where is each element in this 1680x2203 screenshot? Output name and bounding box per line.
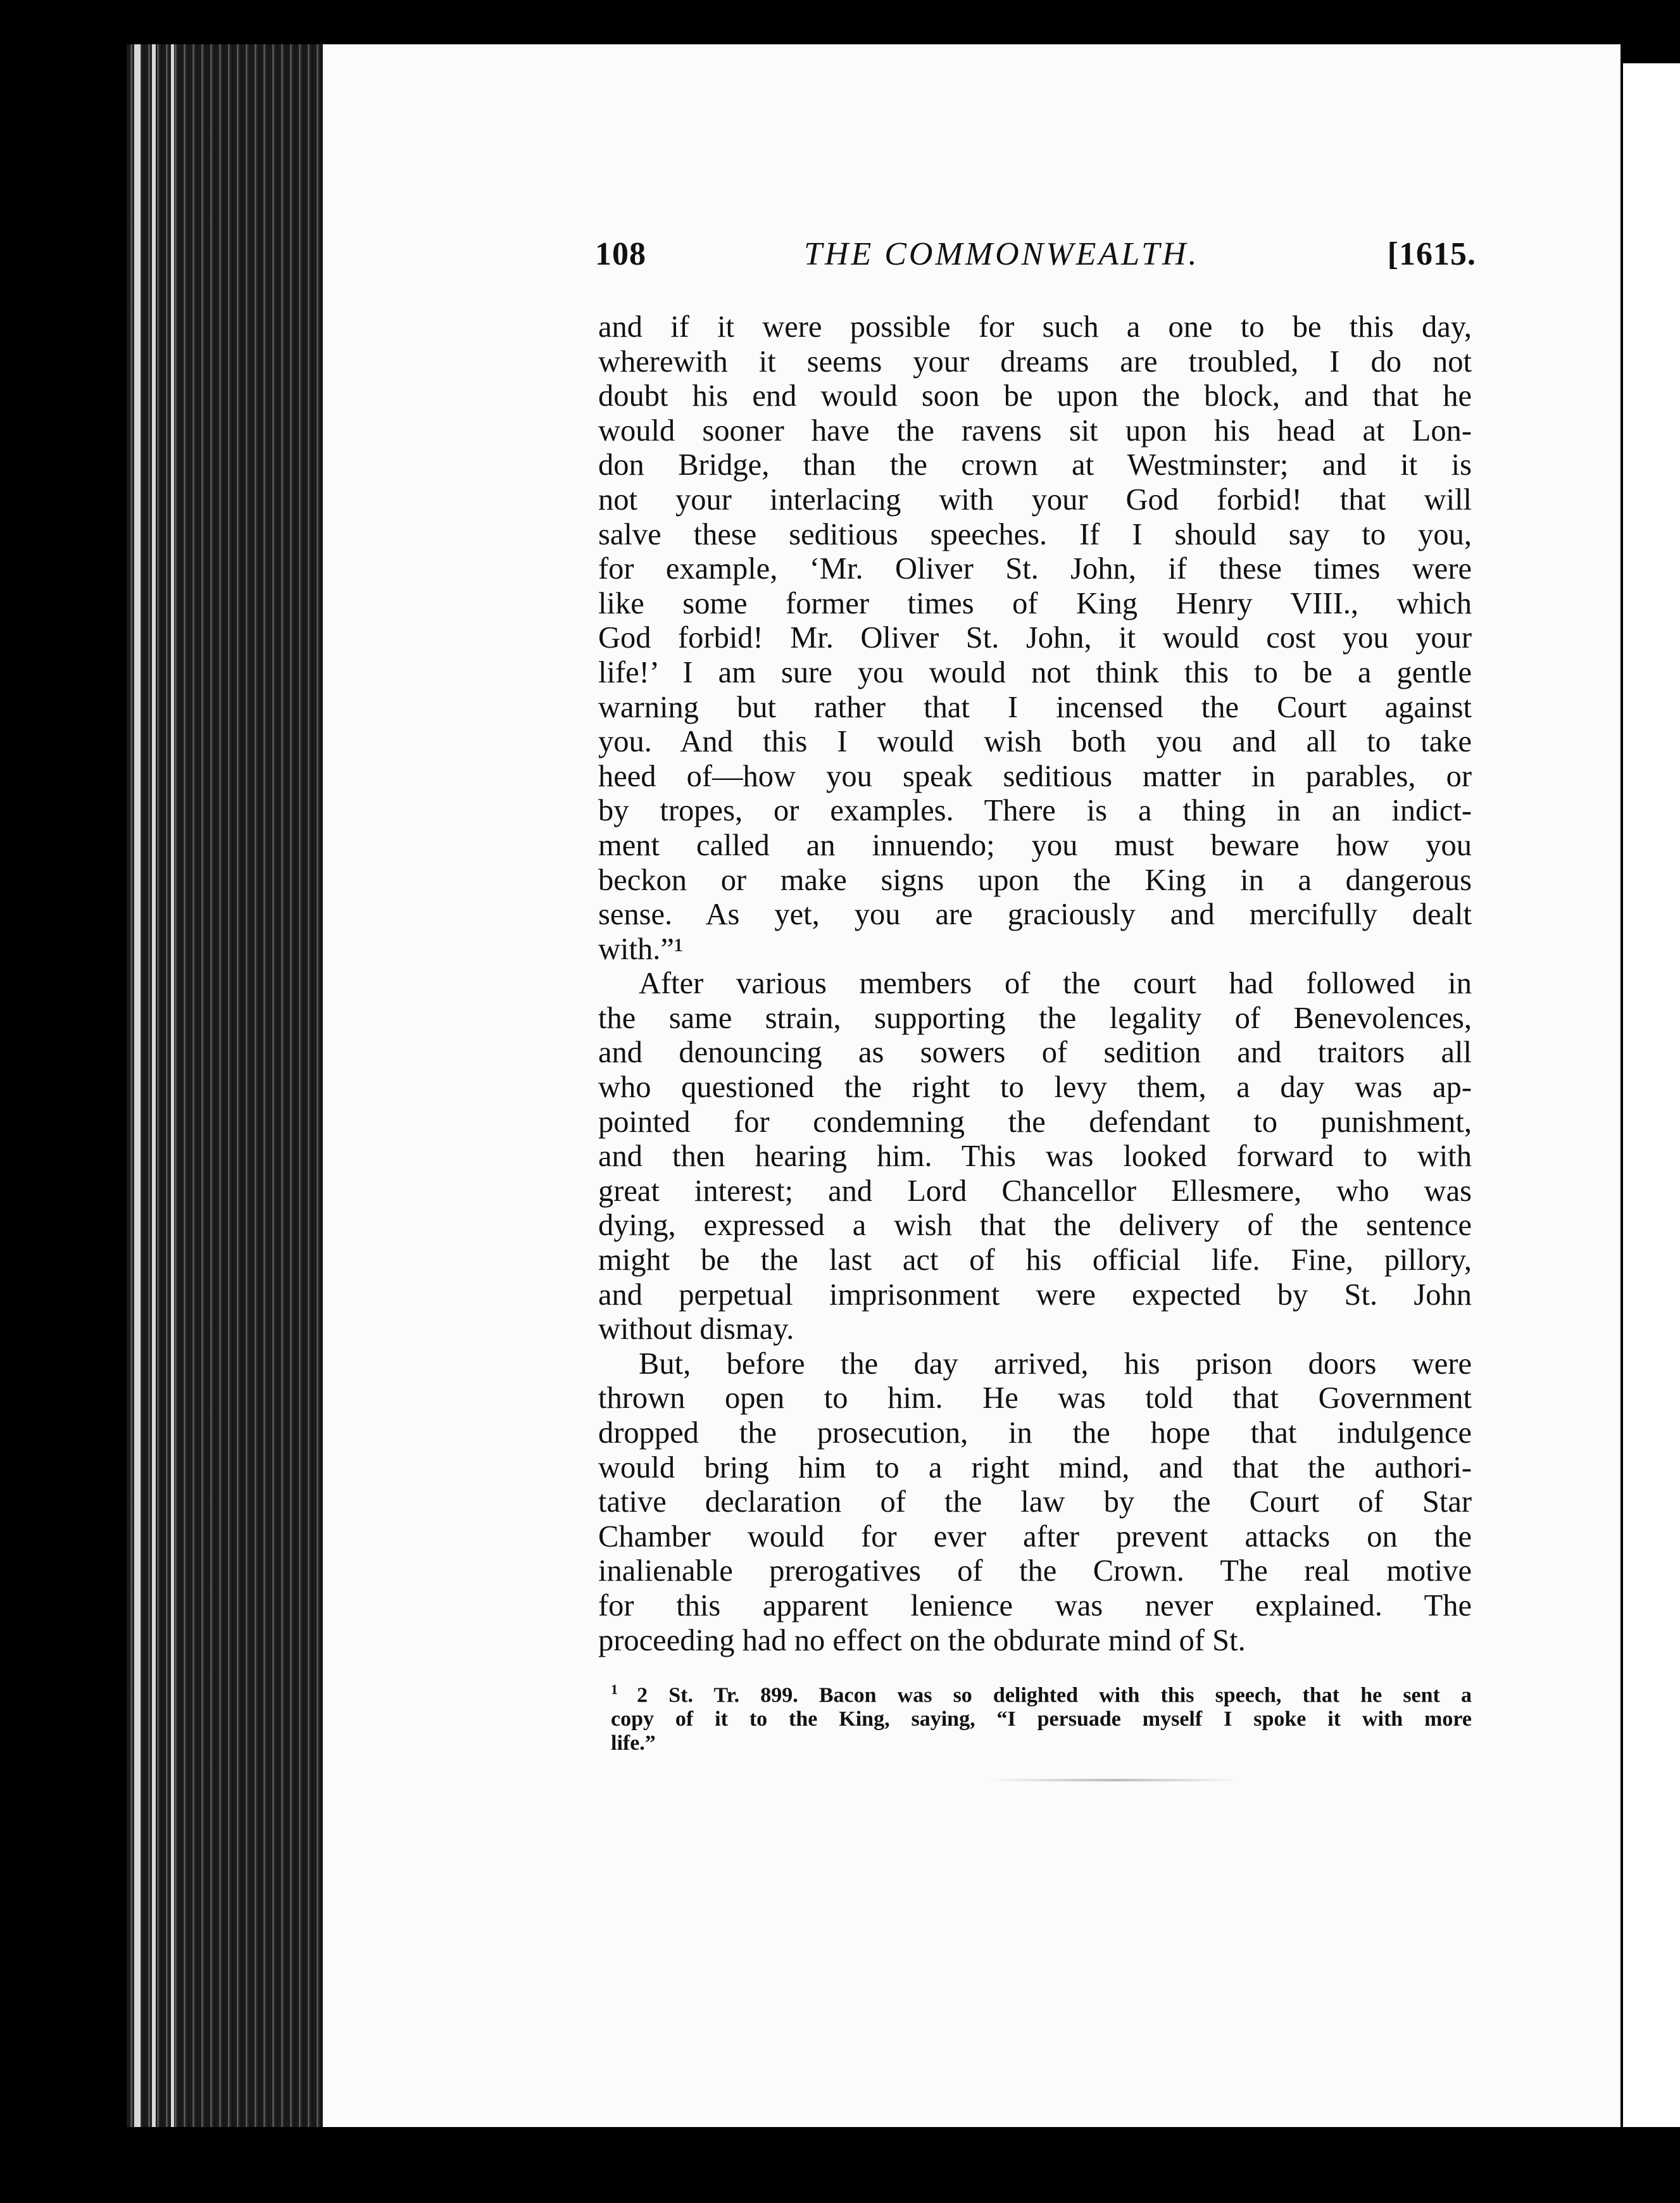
text-line: for example, ‘Mr. Oliver St. John, if these times were xyxy=(598,552,1472,586)
text-line: dying, expressed a wish that the delivery of the sentence xyxy=(598,1208,1472,1243)
text-line: heed of—how you speak seditious matter in parables, or xyxy=(598,759,1472,793)
paragraph xyxy=(598,310,1472,967)
text-line: After various members of the court had followed in xyxy=(639,967,1472,1001)
text-line: tative declaration of the law by the Court of Star xyxy=(598,1485,1472,1519)
text-line: proceeding had no effect on the obdurate mind of St. xyxy=(598,1623,1246,1657)
text-line: and denouncing as sowers of sedition and traitors all xyxy=(598,1036,1472,1070)
paragraph xyxy=(598,1347,1472,1658)
text-line: don Bridge, than the crown at Westminster; and it is xyxy=(598,448,1472,482)
text-line: wherewith it seems your dreams are troubled, I do not xyxy=(598,344,1472,379)
text-line: would sooner have the ravens sit upon his head at Lon- xyxy=(598,413,1472,448)
text-line: you. And this I would wish both you and all to take xyxy=(598,725,1472,759)
page-number: 108 xyxy=(595,236,646,272)
text-line: with.”¹ xyxy=(598,932,684,966)
text-line: beckon or make signs upon the King in a dangerous xyxy=(598,863,1472,897)
text-line: God forbid! Mr. Oliver St. John, it would cost you your xyxy=(598,621,1472,655)
paragraph xyxy=(598,967,1472,1347)
text-line: dropped the prosecution, in the hope that indulgence xyxy=(598,1416,1472,1450)
text-line: the same strain, supporting the legality of Benevolences, xyxy=(598,1001,1472,1035)
text-line: not your interlacing with your God forbid! that will xyxy=(598,482,1472,517)
text-line: who questioned the right to levy them, a day was ap- xyxy=(598,1070,1472,1105)
text-line: warning but rather that I incensed the Court against xyxy=(598,690,1472,724)
page-year: [1615. xyxy=(1387,236,1476,272)
footnote-marker: 1 xyxy=(611,1681,637,1697)
page-header xyxy=(595,235,1481,280)
footnote-text: 2 St. Tr. 899. Bacon was so delighted with this speech, that he sent a xyxy=(637,1683,1472,1707)
text-line: life!’ I am sure you would not think this to be a gentle xyxy=(598,655,1472,689)
text-line: sense. As yet, you are graciously and mercifully dealt xyxy=(598,898,1472,932)
footnote-text: life.” xyxy=(611,1731,656,1755)
text-line: and if it were possible for such a one to be this day, xyxy=(598,310,1472,344)
text-line: doubt his end would soon be upon the block, and that he xyxy=(598,379,1472,413)
footnote-line xyxy=(611,1678,1472,1707)
text-line: inalienable prerogatives of the Crown. The real motive xyxy=(598,1554,1472,1588)
footnote-line xyxy=(611,1731,1472,1755)
text-line: ment called an innuendo; you must beware how you xyxy=(598,828,1472,862)
text-line: by tropes, or examples. There is a thing in an indict- xyxy=(598,794,1472,828)
text-line: great interest; and Lord Chancellor Ellesmere, who was xyxy=(598,1174,1472,1208)
text-line: and perpetual imprisonment were expected by St. John xyxy=(598,1277,1472,1312)
text-line: But, before the day arrived, his prison doors were xyxy=(639,1346,1472,1381)
text-line: and then hearing him. This was looked forward to with xyxy=(598,1139,1472,1174)
body-text xyxy=(598,310,1472,1658)
text-line: Chamber would for ever after prevent attacks on the xyxy=(598,1519,1472,1553)
text-line: for this apparent lenience was never explained. The xyxy=(598,1588,1472,1622)
text-line: would bring him to a right mind, and that the authori- xyxy=(598,1450,1472,1484)
text-line: salve these seditious speeches. If I should say to you, xyxy=(598,517,1472,551)
book-page-edges xyxy=(127,44,323,2127)
footnote-line xyxy=(611,1707,1472,1731)
footnote xyxy=(611,1678,1472,1755)
text-line: like some former times of King Henry VIII., which xyxy=(598,586,1472,620)
facing-page-edge xyxy=(1623,63,1680,2127)
text-line: pointed for condemning the defendant to punishment, xyxy=(598,1105,1472,1139)
running-title: THE COMMONWEALTH. xyxy=(804,236,1200,272)
text-line: might be the last act of his official life. Fine, pillory, xyxy=(598,1243,1472,1277)
footnote-text: copy of it to the King, saying, “I persuade myself I spoke it with more xyxy=(611,1707,1472,1731)
text-line: without dismay. xyxy=(598,1312,794,1346)
text-line: thrown open to him. He was told that Government xyxy=(598,1381,1472,1415)
scan-smudge xyxy=(987,1779,1241,1781)
